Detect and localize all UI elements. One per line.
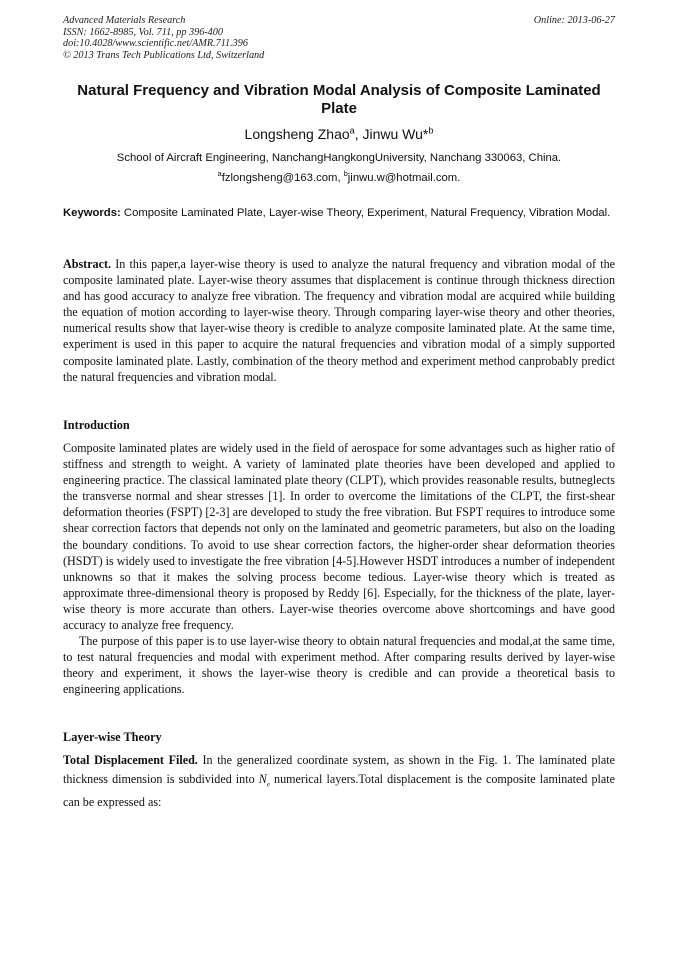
journal-header [63,15,615,61]
email-2-marker: b [343,169,348,179]
paper-title: Natural Frequency and Vibration Modal Analysis of Composite Laminated Plate [77,82,601,117]
doi-line: doi:10.4028/www.scientific.net/AMR.711.396 [63,38,248,50]
email-line [63,171,615,185]
journal-name: Advanced Materials Research [63,15,186,26]
abstract-text: In this paper,a layer-wise theory is used to analyze the natural frequency and vibration modal of the composite laminated plate. Layer-wise theory assumes that displacement is continue through thickness direction and has good accuracy to analyze free vibration. The frequency and vibration modal are acquired while building the equation of motion according to layer-wise theory. Through comparing layer-wise theory and other theories, numerical results show that layer-wise theory is credible to analyze composite laminated plate. At the same time, experiment is used in this paper to acquire the natural frequencies and vibration modal of a simply supported composite laminated plate. Lastly, combination of the theory method and experiment method canprobably predict the natural frequencies and vibration modal. [63,257,615,384]
email-2: jinwu.w@hotmail.com. [347,172,461,184]
introduction-heading: Introduction [63,418,130,432]
layer-wise-paragraph [63,751,615,812]
keywords-label: Keywords: [63,207,121,219]
author-2-marker: b [428,125,434,136]
math-subscript: e [266,779,270,788]
abstract-label: Abstract. [63,257,112,271]
email-1: fzlongsheng@163.com, [221,172,344,184]
email-1-marker: a [217,169,222,179]
math-symbol: N [258,771,267,786]
online-date: Online: 2013-06-27 [533,15,615,26]
author-1-marker: a [349,125,355,136]
affiliation: School of Aircraft Engineering, NanchangHangkongUniversity, Nanchang 330063, China. [116,152,562,164]
keywords-block [63,206,615,221]
introduction-body [63,440,615,698]
author-1: Longsheng Zhao [244,126,350,142]
copyright-line: © 2013 Trans Tech Publications Ltd, Switzerland [63,49,265,61]
layer-wise-heading: Layer-wise Theory [63,730,162,744]
displacement-subheading: Total Displacement Filed. [63,753,198,767]
introduction-paragraph-1: Composite laminated plates are widely used in the field of aerospace for some advantages such as higher ratio of stiffness and strength to weight. A variety of laminated plate theories have been developed and applied to engineering practice. The classical laminated plate theory (CLPT), which provides reasonable results, butneglects the transverse normal and shear stresses [1]. In order to overcome the limitations of the CLPT, the first-shear deformation theories (FSPT) [2-3] are developed to study the free vibration. But FSPT requires to introduce some shear correction factors that depends not only on the laminated and geometric parameters, but also on the loading the boundary conditions. To avoid to use shear correction factors, the higher-order shear deformation theories (HSDT) is widely used to investigate the free vibration [4-5].However HSDT introduces a number of independent unknowns so that it makes the solving process become tedious. Layer-wise theory which is treated as approximate three-dimensional theory is proposed by Reddy [6]. Especially, for the thickness of the plate, layer-wise theory is more accurate than others. Layer-wise theories overcome above shortcomings and have good accuracy to analyze free frequency. [63,441,615,633]
math-ne [259,772,270,786]
issn-line: ISSN: 1662-8985, Vol. 711, pp 396-400 [63,26,223,38]
introduction-paragraph-2: The purpose of this paper is to use layer-wise theory to obtain natural frequencies and modal,at the same time, to test natural frequencies and modal with experiment method. After comparing results derived by layer-wise theory and experiment, it shows the layer-wise theory is credible and can provide a theoretical basis to engineering applications. [63,634,615,697]
layer-wise-text-2: numerical layers.Total displacement is the composite laminated plate can be expressed as: [63,771,615,810]
author-line [63,126,615,142]
layer-wise-text-1: In the generalized coordinate system, as shown in the Fig. 1. The laminated plate thickness dimension is subdivided into [63,753,615,786]
author-2: Jinwu Wu* [362,126,429,142]
abstract-block [63,256,615,385]
author-separator: , [354,126,363,142]
keywords-text: Composite Laminated Plate, Layer-wise Theory, Experiment, Natural Frequency, Vibration Modal. [120,207,611,219]
